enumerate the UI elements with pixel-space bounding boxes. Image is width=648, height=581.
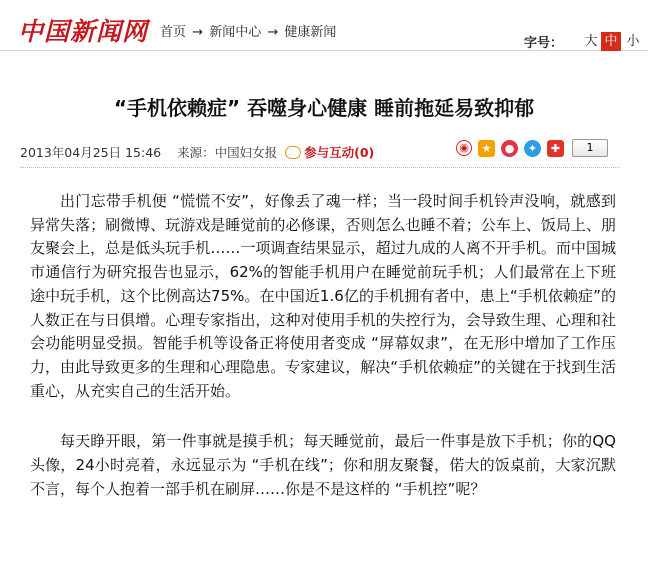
breadcrumb-health-news[interactable]: 健康新闻 [284,25,337,40]
site-logo[interactable]: 中国新闻网 [18,17,149,46]
article-body [30,190,616,528]
renren-share-icon[interactable]: ✚ [547,140,564,157]
favorite-share-icon[interactable]: ★ [478,140,495,157]
meta-divider [20,167,620,168]
article-source: 来源：中国妇女报 [177,145,278,160]
kaixin-share-icon[interactable]: ● [501,140,518,157]
article-date: 2013年04月25日 15:46 [20,145,162,160]
site-header [0,0,648,51]
font-size-small-button[interactable]: 小 [626,34,640,49]
font-size-switcher [524,32,643,51]
article-meta [20,143,374,161]
qzone-share-icon[interactable]: ✦ [524,140,541,157]
breadcrumb-home[interactable]: 首页 [160,25,187,40]
comment-bubble-icon [285,146,301,159]
breadcrumb [160,21,338,40]
breadcrumb-separator: → [192,25,204,40]
font-size-medium-button[interactable]: 中 [601,32,621,51]
font-size-label: 字号： [524,36,564,51]
article-paragraph: 出门忘带手机便 “慌慌不安”，好像丢了魂一样；当一段时间手机铃声没响，就感到异常失落；刷微博、玩游戏是睡觉前的必修课，否则怎么也睡不着；公车上、饭局上、朋友聚会上，总是低头玩手机……一项调查结果显示，超过九成的人离不开手机。而中国城市通信行为研究报告也显示，62%的智能手机用户在睡觉前玩手机；人们最常在上下班途中玩手机，这个比例高达75%。在中国近1.6亿的手机拥有者中，患上“手机依赖症”的人数正在与日俱增。心理专家指出，这种对使用手机的失控行为，会导致生理、心理和社会功能明显受损。智能手机等设备正将使用者变成 “屏幕奴隶”，在无形中增加了工作压力，由此导致更多的生理和心理隐患。专家建议，解决“手机依赖症”的关键在于找到生活重心，从充实自己的生活开始。 [30,192,616,400]
weibo-share-icon[interactable]: ◉ [456,140,472,156]
share-count-badge: 1 [572,139,608,157]
comment-label: 参与互动(0) [304,145,375,160]
comment-link[interactable] [285,143,374,161]
breadcrumb-news-center[interactable]: 新闻中心 [209,25,262,40]
breadcrumb-separator: → [267,25,279,40]
share-bar [456,139,608,157]
article-title: “手机依赖症” 吞噬身心健康 睡前拖延易致抑郁 [113,96,535,120]
font-size-large-button[interactable]: 大 [584,34,598,49]
article-paragraph: 每天睁开眼，第一件事就是摸手机；每天睡觉前，最后一件事是放下手机；你的QQ头像，24小时亮着，永远显示为 “手机在线”；你和朋友聚餐，偌大的饭桌前，大家沉默不言，每个人抱着一部手机在刷屏……你是不是这样的 “手机控”呢？ [30,432,616,498]
